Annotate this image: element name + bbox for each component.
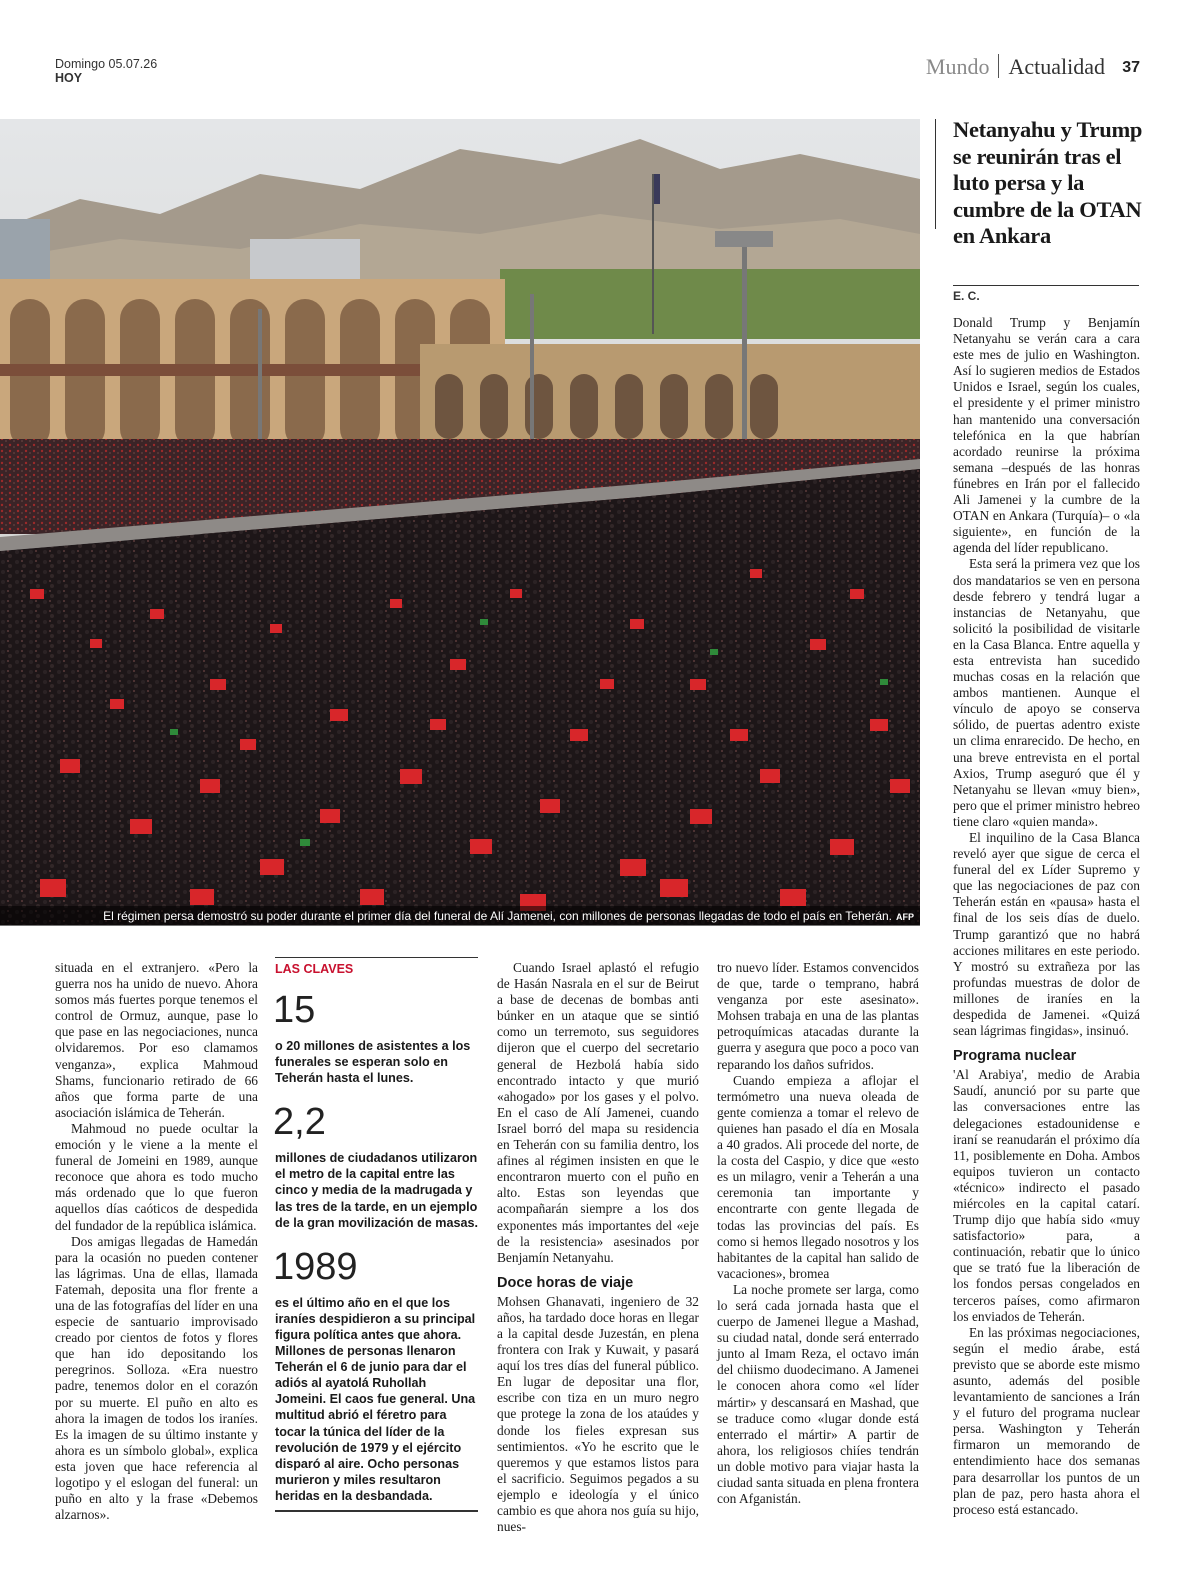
sidebar-vertical-rule [935,119,936,229]
sidebar-headline: Netanyahu y Trump se reunirán tras el luto persa y la cumbre de la OTAN en Ankara [953,117,1143,248]
article-paragraph: tro nuevo líder. Estamos convencidos de que, tarde o temprano, habrá venganza por este asesinato». Mohsen trabaja en una de las plantas petroquímicas atacadas durante la guerra y asegura que poco a poco van reparando los daños sufridos. [717,960,919,1072]
article-paragraph: La noche promete ser larga, como lo será cada jornada hasta que el cuerpo de Jamenei llegue a Mashad, su ciudad natal, donde será enterrado junto al Imam Reza, el octavo imán del chiismo duodecimano. A Jamenei le conocen ahora como «el líder mártir» y descansará en Mashad, que se traduce como «lugar donde está enterrado el mártir» A partir de ahora, los religiosos chiíes tendrán un doble motivo para viajar hasta la ciudad santa situada en plena frontera con Afganistán. [717,1281,919,1507]
crowd-photo-illustration [0,119,920,925]
page-number: 37 [1122,59,1140,76]
key-facts-title: LAS CLAVES [275,962,354,976]
photo-caption [0,906,920,926]
article-paragraph: situada en el extranjero. «Pero la guerra nos ha unido de nuevo. Ahora somos más fuertes porque tenemos el control de Ormuz, aunque, pase lo que pase en las negociaciones, nunca olvidaremos. Por eso clamamos venganza», explica Mahmoud Shams, funcionario retirado de 66 años que forma parte de una asociación islámica de Teherán. [55,960,258,1120]
key-fact-number: 1989 [273,1245,358,1288]
key-fact-text: o 20 millones de asistentes a los funerales se esperan solo en Teherán hasta el lunes. [275,1039,471,1086]
date-text: Domingo 05.07.26 [55,57,158,71]
key-fact-number: 15 [273,989,316,1031]
caption-text: El régimen persa demostró su poder durante el primer día del funeral de Alí Jamenei, con millones de personas llegadas de todo el país en Teherán. [103,909,892,923]
section-label [926,54,1105,80]
sidebar-paragraph: En las próximas negociaciones, según el medio árabe, está previsto que se aborde este mismo asunto, además del posible levantamiento de sanciones a Irán y el futuro del programa nuclear persa. Washington y Teherán firmaron un memorando de entendimiento hace dos semanas para desarrollar los puntos de un plan de paz, pero hasta ahora el proceso está estancado. [953,1324,1140,1517]
article-subhead: Doce horas de viaje [497,1274,634,1291]
key-facts-box [275,957,478,1512]
dateline [55,57,157,85]
paper-name: HOY [55,71,83,85]
article-paragraph: Cuando empieza a aflojar el termómetro una nueva oleada de gente comienza a tomar el relevo de quienes han pasado el día en Mosala a 40 grados. Ali procede del norte, de la costa del Caspio, y dice que «esto es un milagro, venir a Teherán a una ceremonia tan importante y encontrarte con gente llegada de todas las provincias del país. Es como si hemos llegado nosotros y los habitantes de la capital han salido de vacaciones», bromea [717,1072,919,1281]
sidebar-body [953,315,1140,1518]
key-facts-top-rule [275,957,478,958]
section-divider [998,54,999,78]
key-facts-bottom-rule [275,1510,478,1512]
article-paragraph: Mahmoud no puede ocultar la emoción y le viene a la mente el funeral de Jomeini en 1989, aunque reconoce que ahora es todo mucho más ordenado que lo que fueron aquellos días caóticos de despedida del fundador de la república islámica. [55,1120,258,1233]
sidebar-paragraph: Esta será la primera vez que los dos mandatarios se ven en persona desde febrero y tendrá lugar a instancias de Netanyahu, que solicitó la posibilidad de visitarle en la Casa Blanca. Entre aquella y esta entrevista han sucedido muchas cosas en la relación que ambos mantienen. Aunque el vínculo de apoyo se conserva sólido, de puertas adentro existe un clima enrarecido. De hecho, en una breve entrevista en el portal Axios, Trump aseguró que él y Netanyahu se llevan «muy bien», pero que el primer ministro hebreo tiene claro «quien manda». [953,556,1140,829]
article-paragraph: Cuando Israel aplastó el refugio de Hasán Nasrala en el sur de Beirut a base de decenas de bombas anti búnker en un ataque que se sintió como un terremoto, sus seguidores dijeron que el cuerpo del secretario general de Hezbolá había sido encontrado intacto y que murió «ahogado» por los gases y el polvo. En el caso de Alí Jamenei, cuando Israel borró del mapa su residencia en Teherán con su familia dentro, los afines al régimen insisten en que le encontraron muerto con el puño en alto. Estas son leyendas que acompañarán siempre a los dos exponentes más importantes del «eje de la resistencia» asesinados por Benjamín Netanyahu. [497,960,699,1265]
section-mundo: Mundo [925,54,990,79]
article-paragraph: Mohsen Ghanavati, ingeniero de 32 años, ha tardado doce horas en llegar a la capital desde Juzestán, en plena frontera con Irak y Kuwait, y pasará aquí los tres días del funeral público. En lugar de depositar una flor, escribe con tiza en un muro negro que protege la zona de los ataúdes y donde los fieles expresan sus sentimientos. «Yo he escrito que le queremos y que estamos listos para el sacrificio. Seguimos pegados a su ejemplo e ideología y el único cambio es que ahora nos guía su hijo, nues- [497,1293,699,1535]
key-fact-text: millones de ciudadanos utilizaron el metro de la capital entre las cinco y media de la madrugada y las tres de la tarde, en un ejemplo de la gran movilización de masas. [275,1151,478,1230]
sidebar-paragraph: El inquilino de la Casa Blanca reveló ayer que sigue de cerca el funeral del ex Líder Supremo y que las negociaciones de paz con Teherán están en «pausa» hasta el final de los seis días de duelo. Trump garantizó que no habrá acciones militares en este periodo. Y mostró su extrañeza por las profundas muestras de dolor de millones de iraníes en la despedida de Jamenei. «Quizá sean lágrimas fingidas», insinuó. [953,830,1140,1039]
article-column-3 [497,960,699,1535]
sidebar-paragraph: 'Al Arabiya', medio de Arabia Saudí, anunció por su parte que las conversaciones entre las delegaciones estadounidense e iraní se reanudarán el próximo día 11, posiblemente en Doha. Ambos equipos tuvieron un contacto «técnico» indirecto el pasado miércoles en la capital catarí. Trump dijo que había sido «muy satisfactorio» para, a continuación, rebatir que lo único que se trató fue la liberación de los fondos persas congelados en terceros países, como afirmaron los enviados de Teherán. [953,1067,1140,1324]
funeral-crowd-photo [0,119,920,925]
key-fact-text: es el último año en el que los iraníes despidieron a su principal figura política antes que ahora. Millones de personas llenaron Teherán el 6 de junio para dar el adiós al ayatolá Ruhollah Jomeini. El caos fue general. Una multitud abrió el féretro para tocar la túnica del líder de la revolución de 1979 y el ejército disparó al aire. Ocho personas murieron y miles resultaron heridas en la desbandada. [275,1295,476,1503]
sidebar-subhead: Programa nuclear [953,1048,1077,1065]
sidebar-rule [953,285,1139,286]
sidebar-author: E. C. [953,289,980,303]
article-column-1 [55,960,258,1523]
sidebar-paragraph: Donald Trump y Benjamín Netanyahu se verán cara a cara este mes de julio en Washington. Así lo sugieren medios de Estados Unidos e Israel, según los cuales, el presidente y el primer ministro han mantenido una conversación telefónica en la que habrían acordado reunirse la próxima semana –después de las honras fúnebres en Irán por el fallecido Ali Jamenei y la cumbre de la OTAN en Ankara (Turquía)– o «la siguiente», en función de la agenda del líder republicano. [953,315,1140,556]
article-paragraph: Dos amigas llegadas de Hamedán para la ocasión no pueden contener las lágrimas. Una de ellas, llamada Fatemah, deposita una flor frente a una de las fotografías del líder en una especie de santuario improvisado creado por cientos de fotos y flores que han ido depositando los peregrinos. Solloza. «Era nuestro padre, tenemos dolor en el corazón por su muerte. El puño en alto es ahora la imagen de todos los iraníes. Es la imagen de su último instante y ahora es un símbolo global», explica esta joven que hace referencia al logotipo y el eslogan del funeral: un puño en alto y la frase «Debemos alzarnos». [55,1233,258,1523]
article-column-4 [717,960,919,1507]
section-actualidad: Actualidad [1008,54,1105,79]
key-fact-number: 2,2 [273,1101,326,1144]
photo-credit: AFP [896,912,914,922]
